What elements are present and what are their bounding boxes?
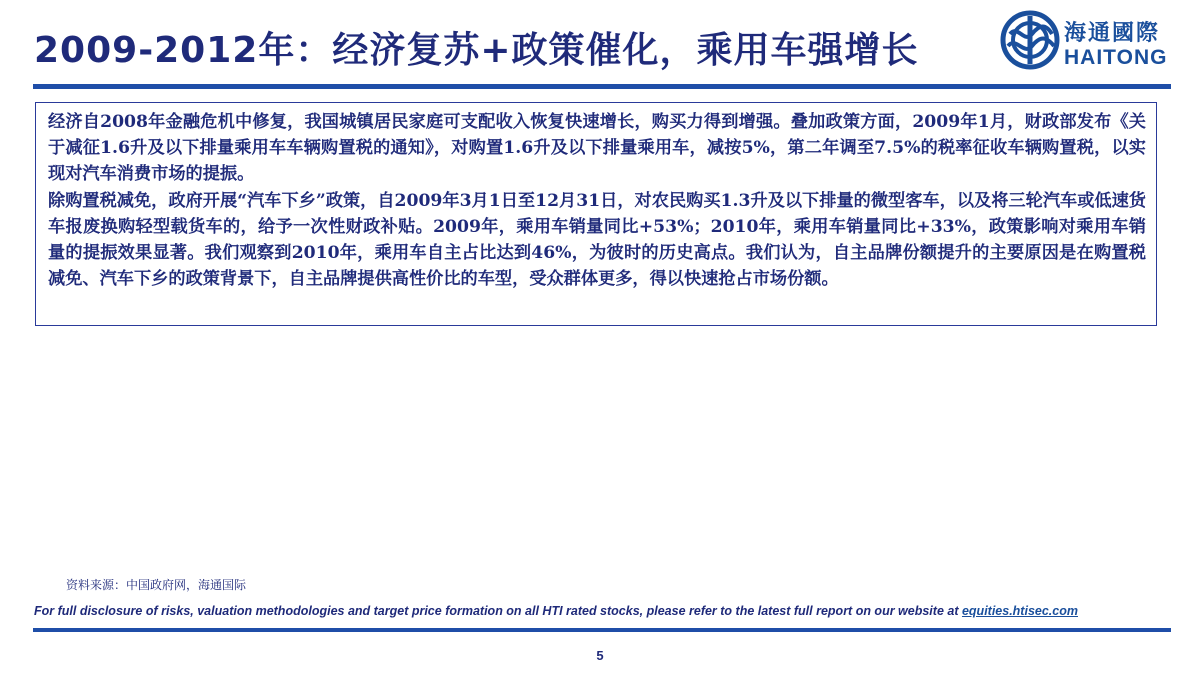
logo-name-en: HAITONG xyxy=(1064,46,1168,69)
page-number: 5 xyxy=(596,648,604,663)
haitong-logo-mark-icon xyxy=(1000,10,1060,70)
footer-divider xyxy=(33,628,1171,632)
body-paragraph-2: 除购置税减免，政府开展“汽车下乡”政策，自2009年3月1日至12月31日，对农民购买1.3升及以下排量的微型客车，以及将三轮汽车或低速货车报废换购轻型载货车的，给予一次性财政补贴。2009年，乘用车销量同比+53%；2010年，乘用车销量同比+33%，政策影响对乘用车销量的提振效果显著。我们观察到2010年，乘用车自主占比达到46%，为彼时的历史高点。我们认为，自主品牌份额提升的主要原因是在购置税减免、汽车下乡的政策背景下，自主品牌提供高性价比的车型，受众群体更多，得以快速抢占市场份额。 xyxy=(48,190,1146,290)
disclosure-body: For full disclosure of risks, valuation methodologies and target price formation on all HTI rated stocks, please refer to the latest full report on our website at xyxy=(34,604,962,618)
disclosure-text xyxy=(34,604,1078,618)
body-paragraph-1: 经济自2008年金融危机中修复，我国城镇居民家庭可支配收入恢复快速增长，购买力得到增强。叠加政策方面，2009年1月，财政部发布《关于减征1.6升及以下排量乘用车车辆购置税的通知》，对购置1.6升及以下排量乘用车，减按5%，第二年调至7.5%的税率征收车辆购置税，以实现对汽车消费市场的提振。 xyxy=(48,112,1146,185)
disclosure-link[interactable]: equities.htisec.com xyxy=(961,604,1078,618)
source-note: 资料来源：中国政府网，海通国际 xyxy=(66,578,247,592)
header-divider xyxy=(33,84,1171,89)
haitong-logo xyxy=(1000,10,1175,72)
slide-title: 2009-2012年：经济复苏+政策催化，乘用车强增长 xyxy=(34,30,919,71)
content-box xyxy=(35,102,1157,326)
logo-name-cn: 海通國際 xyxy=(1064,21,1161,46)
